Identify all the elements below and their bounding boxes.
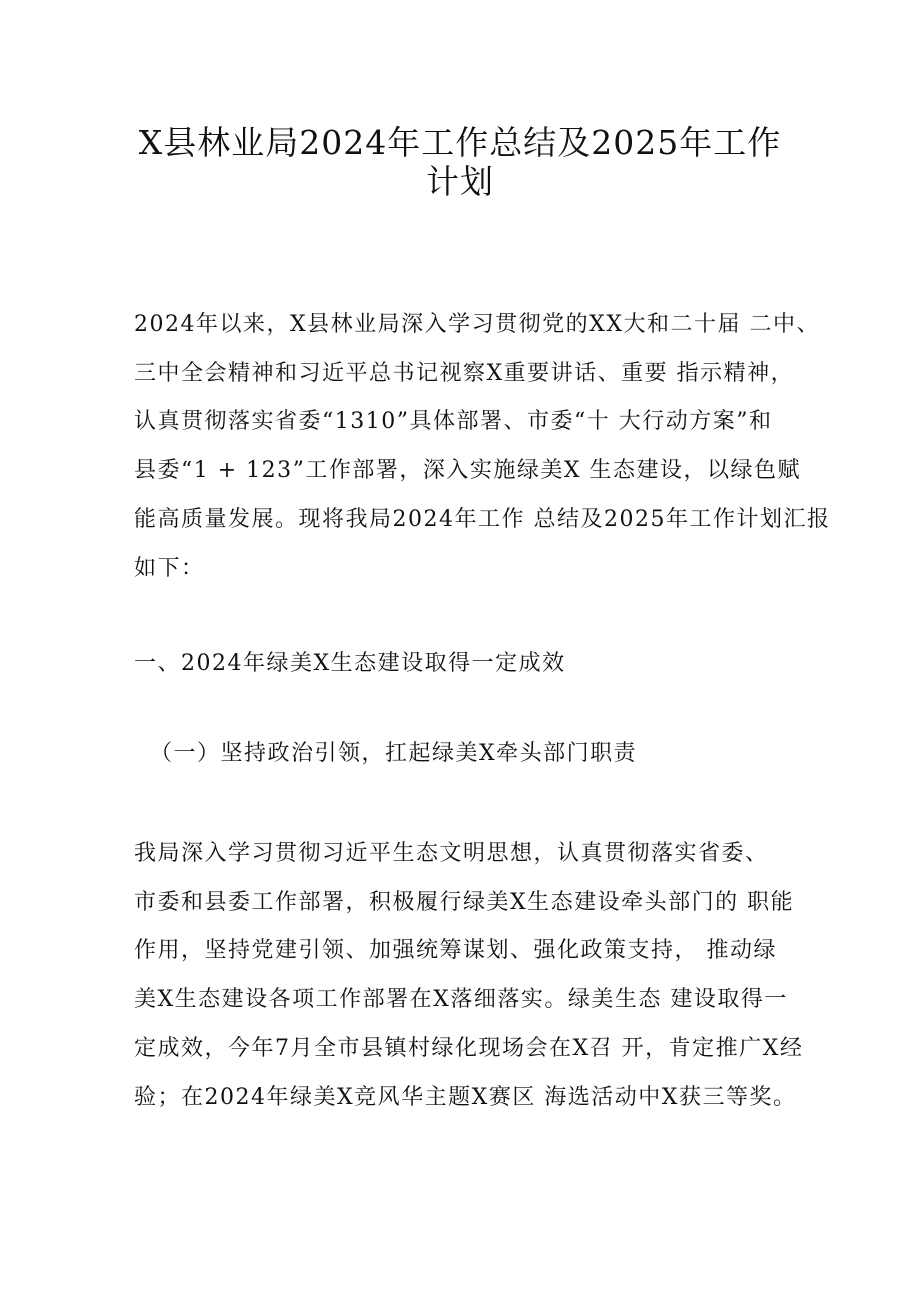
body-line: 定成效，今年7月全市县镇村绿化现场会在X召 开，肯定推广X经 — [134, 1035, 804, 1061]
intro-line: 认真贯彻落实省委“1310”具体部署、市委“十 大行动方案”和 — [134, 409, 773, 435]
intro-paragraph — [134, 301, 831, 593]
body-line: 我局深入学习贯彻习近平生态文明思想，认真贯彻落实省委、 — [134, 841, 769, 866]
body-line: 验；在2024年绿美X竞风华主题X赛区 海选活动中X获三等奖。 — [134, 1084, 797, 1110]
intro-line: 县委“1 + 123”工作部署，深入实施绿美X 生态建设，以绿色赋 — [134, 458, 802, 484]
body-paragraph — [134, 830, 804, 1122]
intro-line: 2024年以来，X县林业局深入学习贯彻党的XX大和二十届 二中、 — [134, 312, 820, 337]
document-title-line-2: 计划 — [426, 162, 494, 201]
intro-line: 能高质量发展。现将我局2024年工作 总结及2025年工作计划汇报 — [134, 506, 831, 532]
intro-line: 三中全会精神和习近平总书记视察X重要讲话、重要 指示精神， — [134, 360, 795, 386]
subsection-1-heading: （一）坚持政治引领，扛起绿美X牵头部门职责 — [150, 741, 638, 766]
document-title-line-1: X县林业局2024年工作总结及2025年工作 — [138, 123, 782, 162]
intro-line: 如下： — [134, 555, 205, 581]
section-1-heading: 一、2024年绿美X生态建设取得一定成效 — [134, 651, 566, 676]
body-line: 市委和县委工作部署，积极履行绿美X生态建设牵头部门的 职能 — [134, 889, 795, 915]
body-line: 作用，坚持党建引领、加强统筹谋划、强化政策支持， 推动绿 — [134, 938, 777, 964]
body-line: 美X生态建设各项工作部署在X落细落实。绿美生态 建设取得一 — [134, 987, 788, 1013]
